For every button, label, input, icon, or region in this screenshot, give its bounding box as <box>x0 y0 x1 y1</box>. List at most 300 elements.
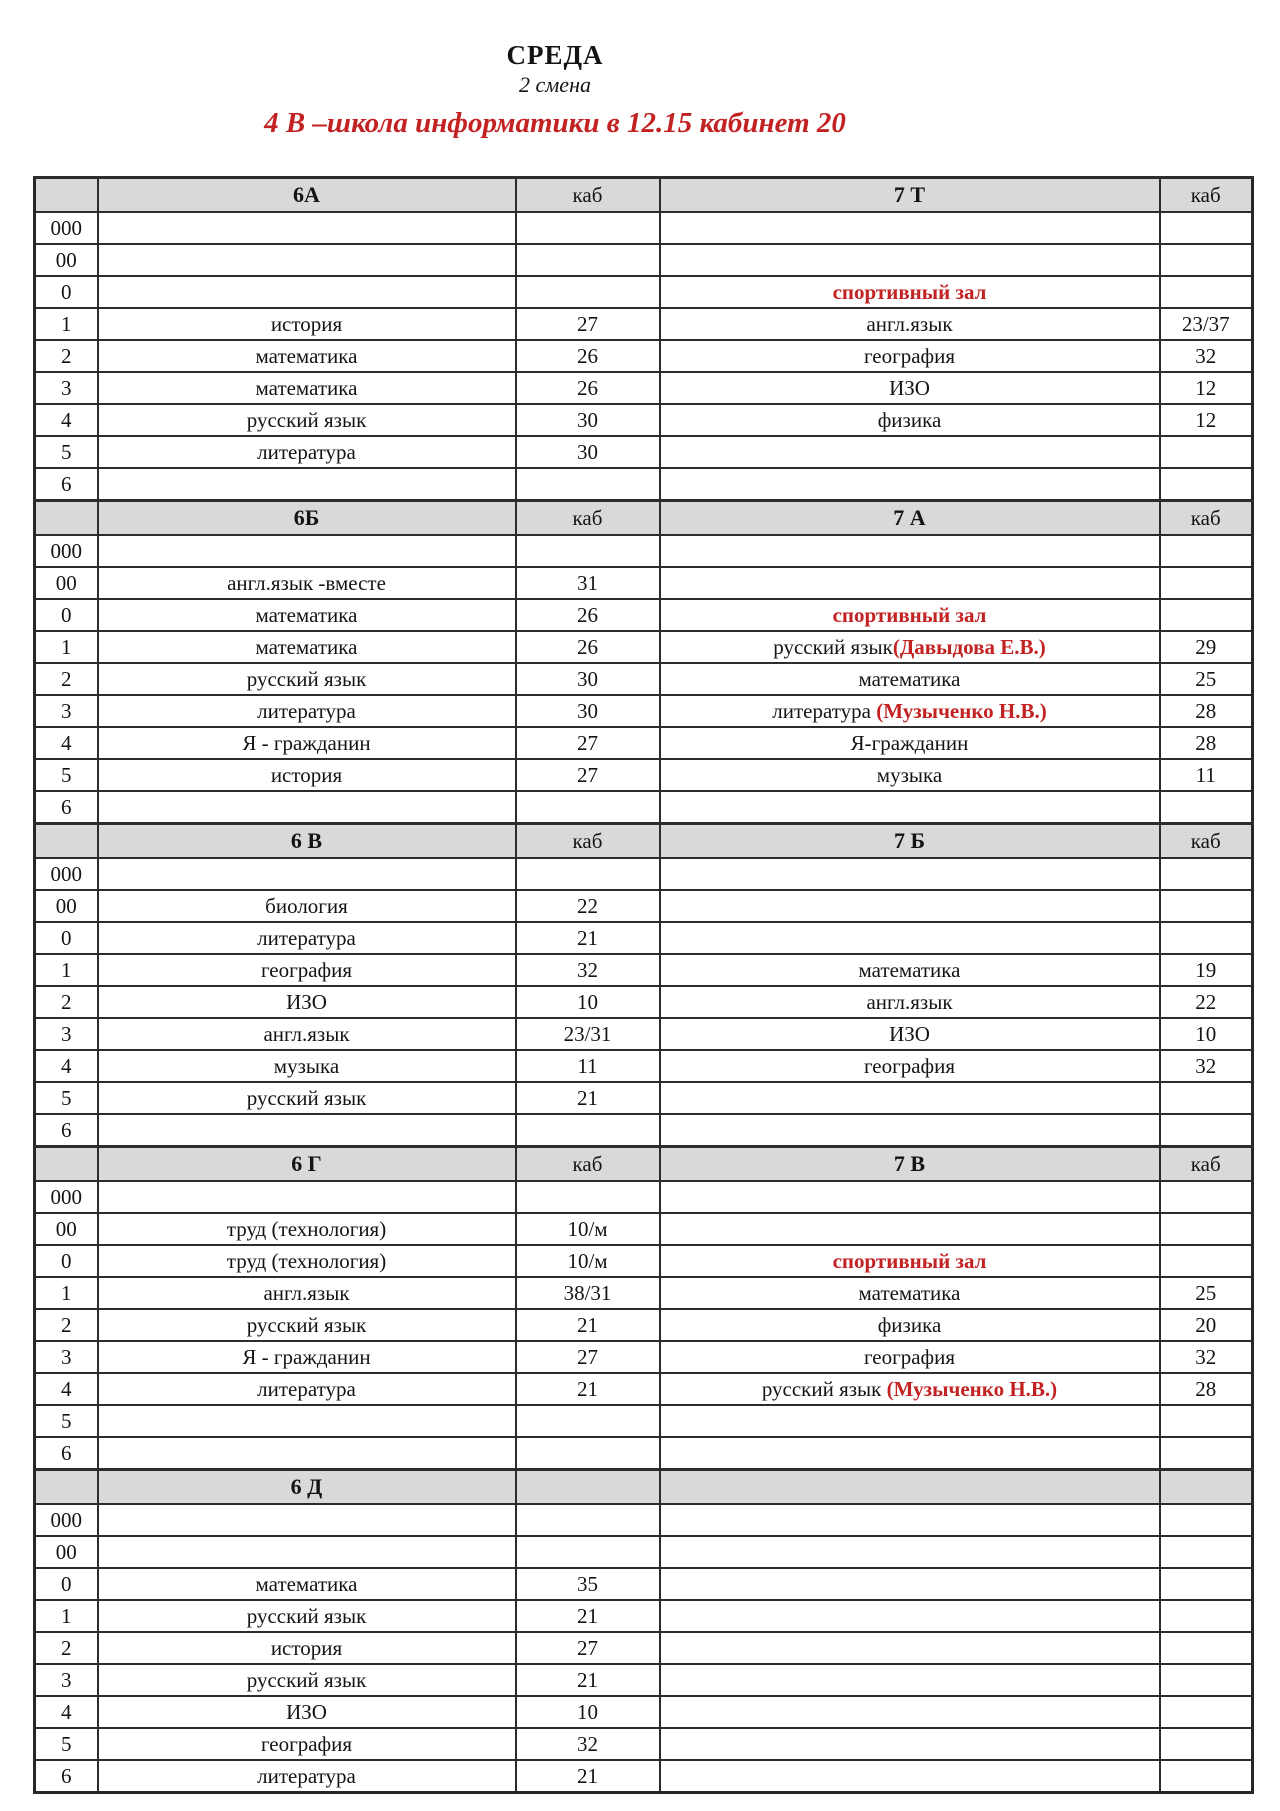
subject-cell-left: ИЗО <box>98 1696 516 1728</box>
subject-cell-left: математика <box>98 340 516 372</box>
kab-header-left: каб <box>516 178 660 213</box>
subject-cell-right <box>660 631 1160 663</box>
schedule-row <box>35 1664 1253 1696</box>
kab-cell-right <box>1160 1632 1253 1664</box>
subject-cell-left <box>98 468 516 501</box>
class-header-right: 7 А <box>660 501 1160 536</box>
subject-cell-right <box>660 954 1160 986</box>
subject-text: география <box>863 1053 956 1078</box>
shift-subtitle: 2 смена <box>519 72 591 97</box>
subject-cell-right <box>660 308 1160 340</box>
schedule-row <box>35 1018 1253 1050</box>
period-cell: 00 <box>35 1536 98 1568</box>
kab-cell-left <box>516 791 660 824</box>
subject-cell-left <box>98 1504 516 1536</box>
subject-cell-left <box>98 244 516 276</box>
kab-cell-left <box>516 1437 660 1470</box>
subject-cell-left: русский язык <box>98 1082 516 1114</box>
subject-cell-left: русский язык <box>98 663 516 695</box>
period-cell: 6 <box>35 468 98 501</box>
subject-cell-right <box>660 791 1160 824</box>
schedule-row <box>35 535 1253 567</box>
subject-text: Я-гражданин <box>850 730 969 755</box>
period-cell: 0 <box>35 599 98 631</box>
subject-cell-left: литература <box>98 1373 516 1405</box>
kab-cell-left: 10/м <box>516 1245 660 1277</box>
subject-cell-left: Я - гражданин <box>98 727 516 759</box>
kab-header-right: каб <box>1160 501 1253 536</box>
subject-cell-left: история <box>98 1632 516 1664</box>
subject-text: география <box>863 343 956 368</box>
kab-cell-left: 38/31 <box>516 1277 660 1309</box>
subject-cell-right <box>660 1504 1160 1536</box>
section-header-row <box>35 1147 1253 1182</box>
period-cell: 1 <box>35 954 98 986</box>
schedule-row <box>35 1728 1253 1760</box>
subject-cell-right <box>660 468 1160 501</box>
subject-cell-right <box>660 1760 1160 1793</box>
subject-cell-right <box>660 1632 1160 1664</box>
period-cell: 000 <box>35 858 98 890</box>
subject-cell-right <box>660 340 1160 372</box>
subject-cell-left <box>98 1536 516 1568</box>
kab-cell-right: 12 <box>1160 372 1253 404</box>
class-header-left: 6 Г <box>98 1147 516 1182</box>
schedule-row <box>35 212 1253 244</box>
kab-cell-left <box>516 212 660 244</box>
subject-cell-right <box>660 986 1160 1018</box>
subject-cell-left <box>98 858 516 890</box>
subject-cell-left: русский язык <box>98 404 516 436</box>
period-header-cell <box>35 824 98 859</box>
kab-cell-left: 11 <box>516 1050 660 1082</box>
kab-cell-right: 28 <box>1160 695 1253 727</box>
kab-cell-right <box>1160 276 1253 308</box>
period-cell: 2 <box>35 1309 98 1341</box>
period-cell: 1 <box>35 631 98 663</box>
period-cell: 0 <box>35 1568 98 1600</box>
kab-header-left: каб <box>516 501 660 536</box>
subject-cell-right <box>660 922 1160 954</box>
class-header-right: 7 В <box>660 1147 1160 1182</box>
kab-cell-left: 21 <box>516 1373 660 1405</box>
subject-cell-right <box>660 1373 1160 1405</box>
period-cell: 3 <box>35 1664 98 1696</box>
schedule-row <box>35 1181 1253 1213</box>
subject-cell-left <box>98 791 516 824</box>
schedule-row <box>35 1536 1253 1568</box>
subject-cell-left: труд (технология) <box>98 1245 516 1277</box>
class-header-left: 6 В <box>98 824 516 859</box>
kab-cell-left <box>516 535 660 567</box>
kab-cell-left: 26 <box>516 340 660 372</box>
period-header-cell <box>35 501 98 536</box>
period-cell: 1 <box>35 1600 98 1632</box>
schedule-table <box>33 176 1254 1794</box>
subject-text: русский язык <box>773 634 893 659</box>
subject-text-red: спортивный зал <box>832 602 987 627</box>
subject-cell-right <box>660 567 1160 599</box>
period-cell: 5 <box>35 1728 98 1760</box>
kab-cell-right <box>1160 436 1253 468</box>
subject-text: математика <box>858 666 961 691</box>
period-header-cell <box>35 1470 98 1505</box>
schedule-table-body <box>35 178 1253 1793</box>
subject-cell-left: литература <box>98 436 516 468</box>
schedule-row <box>35 1760 1253 1793</box>
period-cell: 0 <box>35 922 98 954</box>
schedule-row <box>35 1082 1253 1114</box>
subject-cell-left: литература <box>98 695 516 727</box>
schedule-row <box>35 276 1253 308</box>
section-header-row <box>35 501 1253 536</box>
subject-cell-right <box>660 436 1160 468</box>
kab-header-right <box>1160 1470 1253 1505</box>
subject-text: математика <box>858 957 961 982</box>
subject-cell-right <box>660 1050 1160 1082</box>
subject-cell-left: литература <box>98 1760 516 1793</box>
class-header-right: 7 Б <box>660 824 1160 859</box>
kab-cell-left: 26 <box>516 372 660 404</box>
kab-cell-left: 35 <box>516 1568 660 1600</box>
subject-text-red: спортивный зал <box>832 279 987 304</box>
schedule-row <box>35 1309 1253 1341</box>
kab-header-right: каб <box>1160 824 1253 859</box>
period-header-cell <box>35 1147 98 1182</box>
subject-cell-right <box>660 1536 1160 1568</box>
kab-cell-right <box>1160 922 1253 954</box>
schedule-row <box>35 1341 1253 1373</box>
subject-cell-right <box>660 1277 1160 1309</box>
schedule-row <box>35 1213 1253 1245</box>
subject-cell-left: труд (технология) <box>98 1213 516 1245</box>
period-cell: 2 <box>35 986 98 1018</box>
period-cell: 5 <box>35 1405 98 1437</box>
kab-cell-left: 21 <box>516 1309 660 1341</box>
schedule-row <box>35 1114 1253 1147</box>
subject-cell-right <box>660 1245 1160 1277</box>
kab-cell-right: 25 <box>1160 663 1253 695</box>
kab-cell-right: 32 <box>1160 340 1253 372</box>
period-cell: 3 <box>35 1018 98 1050</box>
kab-cell-left: 22 <box>516 890 660 922</box>
subject-text: англ.язык <box>866 311 953 336</box>
schedule-row <box>35 1504 1253 1536</box>
period-cell: 5 <box>35 1082 98 1114</box>
kab-cell-left: 31 <box>516 567 660 599</box>
schedule-row <box>35 1277 1253 1309</box>
kab-header-left: каб <box>516 1147 660 1182</box>
kab-cell-right <box>1160 1405 1253 1437</box>
subject-cell-right <box>660 1114 1160 1147</box>
schedule-row <box>35 1245 1253 1277</box>
period-cell: 3 <box>35 1341 98 1373</box>
schedule-row <box>35 922 1253 954</box>
subject-cell-left: математика <box>98 1568 516 1600</box>
schedule-row <box>35 759 1253 791</box>
period-cell: 4 <box>35 404 98 436</box>
subject-cell-left <box>98 1181 516 1213</box>
subject-cell-left: география <box>98 954 516 986</box>
kab-cell-left <box>516 276 660 308</box>
class-header-left: 6 Д <box>98 1470 516 1505</box>
kab-cell-right <box>1160 1696 1253 1728</box>
subject-cell-right <box>660 1181 1160 1213</box>
subject-cell-right <box>660 1018 1160 1050</box>
schedule-row <box>35 1405 1253 1437</box>
schedule-row <box>35 1600 1253 1632</box>
kab-cell-left: 27 <box>516 1632 660 1664</box>
schedule-row <box>35 1632 1253 1664</box>
subject-cell-left <box>98 1437 516 1470</box>
schedule-row <box>35 436 1253 468</box>
schedule-row <box>35 308 1253 340</box>
subject-cell-left <box>98 1405 516 1437</box>
schedule-row <box>35 890 1253 922</box>
subject-cell-right <box>660 1437 1160 1470</box>
period-cell: 4 <box>35 1373 98 1405</box>
subject-cell-left <box>98 535 516 567</box>
kab-cell-left: 21 <box>516 922 660 954</box>
period-cell: 4 <box>35 1696 98 1728</box>
kab-cell-left: 21 <box>516 1082 660 1114</box>
kab-cell-right: 10 <box>1160 1018 1253 1050</box>
schedule-row <box>35 727 1253 759</box>
kab-cell-right <box>1160 212 1253 244</box>
subject-cell-left <box>98 1114 516 1147</box>
subject-cell-right <box>660 1309 1160 1341</box>
kab-cell-left: 26 <box>516 631 660 663</box>
kab-cell-right: 32 <box>1160 1341 1253 1373</box>
period-cell: 6 <box>35 1437 98 1470</box>
schedule-row <box>35 954 1253 986</box>
kab-cell-left: 26 <box>516 599 660 631</box>
subject-cell-right <box>660 1696 1160 1728</box>
subject-cell-right <box>660 599 1160 631</box>
schedule-row <box>35 244 1253 276</box>
kab-cell-right <box>1160 567 1253 599</box>
kab-cell-right <box>1160 1760 1253 1793</box>
schedule-row <box>35 791 1253 824</box>
subject-cell-left: математика <box>98 599 516 631</box>
class-header-left: 6А <box>98 178 516 213</box>
subject-text: математика <box>858 1280 961 1305</box>
subject-cell-right <box>660 1405 1160 1437</box>
class-header-left: 6Б <box>98 501 516 536</box>
kab-cell-right: 20 <box>1160 1309 1253 1341</box>
kab-cell-left: 32 <box>516 954 660 986</box>
subject-cell-right <box>660 890 1160 922</box>
period-cell: 5 <box>35 759 98 791</box>
kab-cell-right: 11 <box>1160 759 1253 791</box>
kab-cell-right <box>1160 858 1253 890</box>
kab-cell-left <box>516 244 660 276</box>
period-cell: 6 <box>35 791 98 824</box>
subject-cell-left: математика <box>98 631 516 663</box>
schedule-row <box>35 1373 1253 1405</box>
kab-cell-left: 21 <box>516 1760 660 1793</box>
kab-cell-right <box>1160 1568 1253 1600</box>
subject-text: физика <box>877 407 942 432</box>
schedule-row <box>35 599 1253 631</box>
subject-text-red: спортивный зал <box>832 1248 987 1273</box>
subject-cell-right <box>660 372 1160 404</box>
kab-cell-right: 29 <box>1160 631 1253 663</box>
kab-cell-right <box>1160 791 1253 824</box>
kab-cell-left: 32 <box>516 1728 660 1760</box>
subject-cell-right <box>660 276 1160 308</box>
schedule-row <box>35 858 1253 890</box>
schedule-row <box>35 340 1253 372</box>
schedule-row <box>35 695 1253 727</box>
kab-header-right: каб <box>1160 178 1253 213</box>
period-cell: 2 <box>35 1632 98 1664</box>
subject-cell-left: русский язык <box>98 1664 516 1696</box>
period-cell: 6 <box>35 1114 98 1147</box>
subject-cell-right <box>660 663 1160 695</box>
kab-cell-left: 30 <box>516 663 660 695</box>
class-header-right: 7 Т <box>660 178 1160 213</box>
kab-cell-left <box>516 858 660 890</box>
subject-cell-right <box>660 535 1160 567</box>
kab-cell-right <box>1160 244 1253 276</box>
kab-cell-right <box>1160 1664 1253 1696</box>
subject-cell-left <box>98 276 516 308</box>
class-header-right <box>660 1470 1160 1505</box>
subject-cell-right <box>660 1664 1160 1696</box>
subject-cell-left: история <box>98 759 516 791</box>
schedule-row <box>35 567 1253 599</box>
kab-header-left: каб <box>516 824 660 859</box>
kab-cell-right <box>1160 890 1253 922</box>
kab-cell-left: 27 <box>516 1341 660 1373</box>
kab-cell-right <box>1160 599 1253 631</box>
period-cell: 0 <box>35 1245 98 1277</box>
kab-cell-right: 12 <box>1160 404 1253 436</box>
subject-cell-right <box>660 727 1160 759</box>
kab-cell-left <box>516 1114 660 1147</box>
period-cell: 4 <box>35 1050 98 1082</box>
subject-cell-left: математика <box>98 372 516 404</box>
kab-cell-left: 27 <box>516 308 660 340</box>
kab-cell-right <box>1160 468 1253 501</box>
period-cell: 6 <box>35 1760 98 1793</box>
period-cell: 3 <box>35 695 98 727</box>
schedule-row <box>35 986 1253 1018</box>
kab-cell-right <box>1160 1114 1253 1147</box>
kab-cell-right: 19 <box>1160 954 1253 986</box>
period-cell: 000 <box>35 1181 98 1213</box>
kab-cell-right: 28 <box>1160 1373 1253 1405</box>
subject-cell-left: Я - гражданин <box>98 1341 516 1373</box>
kab-cell-right <box>1160 1600 1253 1632</box>
schedule-row <box>35 404 1253 436</box>
subject-cell-right <box>660 858 1160 890</box>
schedule-row <box>35 1437 1253 1470</box>
kab-cell-right: 28 <box>1160 727 1253 759</box>
notice-line: 4 В –школа информатики в 12.15 кабинет 20 <box>264 107 846 139</box>
schedule-row <box>35 1050 1253 1082</box>
kab-cell-left: 10 <box>516 986 660 1018</box>
subject-text: литература <box>772 698 877 723</box>
subject-cell-right <box>660 759 1160 791</box>
subject-text: ИЗО <box>889 1021 930 1046</box>
period-cell: 4 <box>35 727 98 759</box>
subject-cell-right <box>660 1600 1160 1632</box>
kab-cell-left <box>516 1181 660 1213</box>
subject-cell-left: русский язык <box>98 1600 516 1632</box>
schedule-row <box>35 1696 1253 1728</box>
subject-cell-right <box>660 244 1160 276</box>
kab-cell-right <box>1160 1728 1253 1760</box>
kab-cell-left <box>516 1405 660 1437</box>
subject-cell-left: англ.язык <box>98 1018 516 1050</box>
period-cell: 5 <box>35 436 98 468</box>
kab-cell-right: 23/37 <box>1160 308 1253 340</box>
period-cell: 000 <box>35 1504 98 1536</box>
kab-cell-left: 21 <box>516 1664 660 1696</box>
subject-text: ИЗО <box>889 375 930 400</box>
subject-text: музыка <box>876 762 943 787</box>
subject-text-red: (Музыченко Н.В.) <box>876 698 1047 723</box>
period-cell: 1 <box>35 308 98 340</box>
kab-cell-right <box>1160 1082 1253 1114</box>
schedule-row <box>35 631 1253 663</box>
period-cell: 1 <box>35 1277 98 1309</box>
subject-text-red: (Давыдова Е.В.) <box>892 634 1046 659</box>
subject-text: физика <box>877 1312 942 1337</box>
subject-cell-right <box>660 404 1160 436</box>
period-cell: 00 <box>35 567 98 599</box>
subject-cell-left: история <box>98 308 516 340</box>
section-header-row <box>35 824 1253 859</box>
kab-cell-left <box>516 1504 660 1536</box>
kab-cell-left: 27 <box>516 759 660 791</box>
kab-cell-right <box>1160 1437 1253 1470</box>
kab-cell-left: 21 <box>516 1600 660 1632</box>
title-block <box>0 0 1110 140</box>
subject-cell-left: русский язык <box>98 1309 516 1341</box>
period-cell: 00 <box>35 890 98 922</box>
subject-cell-left: музыка <box>98 1050 516 1082</box>
kab-cell-right <box>1160 535 1253 567</box>
subject-cell-left: англ.язык -вместе <box>98 567 516 599</box>
period-cell: 000 <box>35 212 98 244</box>
period-cell: 00 <box>35 1213 98 1245</box>
kab-cell-right: 32 <box>1160 1050 1253 1082</box>
kab-cell-left: 30 <box>516 436 660 468</box>
kab-cell-right <box>1160 1213 1253 1245</box>
period-cell: 0 <box>35 276 98 308</box>
subject-cell-left <box>98 212 516 244</box>
kab-cell-left <box>516 468 660 501</box>
kab-cell-right <box>1160 1181 1253 1213</box>
subject-cell-right <box>660 695 1160 727</box>
subject-cell-right <box>660 1213 1160 1245</box>
period-cell: 000 <box>35 535 98 567</box>
subject-cell-right <box>660 1728 1160 1760</box>
subject-cell-right <box>660 212 1160 244</box>
kab-cell-right <box>1160 1504 1253 1536</box>
subject-cell-right <box>660 1082 1160 1114</box>
period-cell: 2 <box>35 340 98 372</box>
subject-cell-left: литература <box>98 922 516 954</box>
period-cell: 00 <box>35 244 98 276</box>
subject-text-red: (Музыченко Н.В.) <box>886 1376 1058 1401</box>
page-title: СРЕДА <box>506 40 604 70</box>
subject-text: русский язык <box>761 1376 887 1401</box>
kab-cell-left: 23/31 <box>516 1018 660 1050</box>
